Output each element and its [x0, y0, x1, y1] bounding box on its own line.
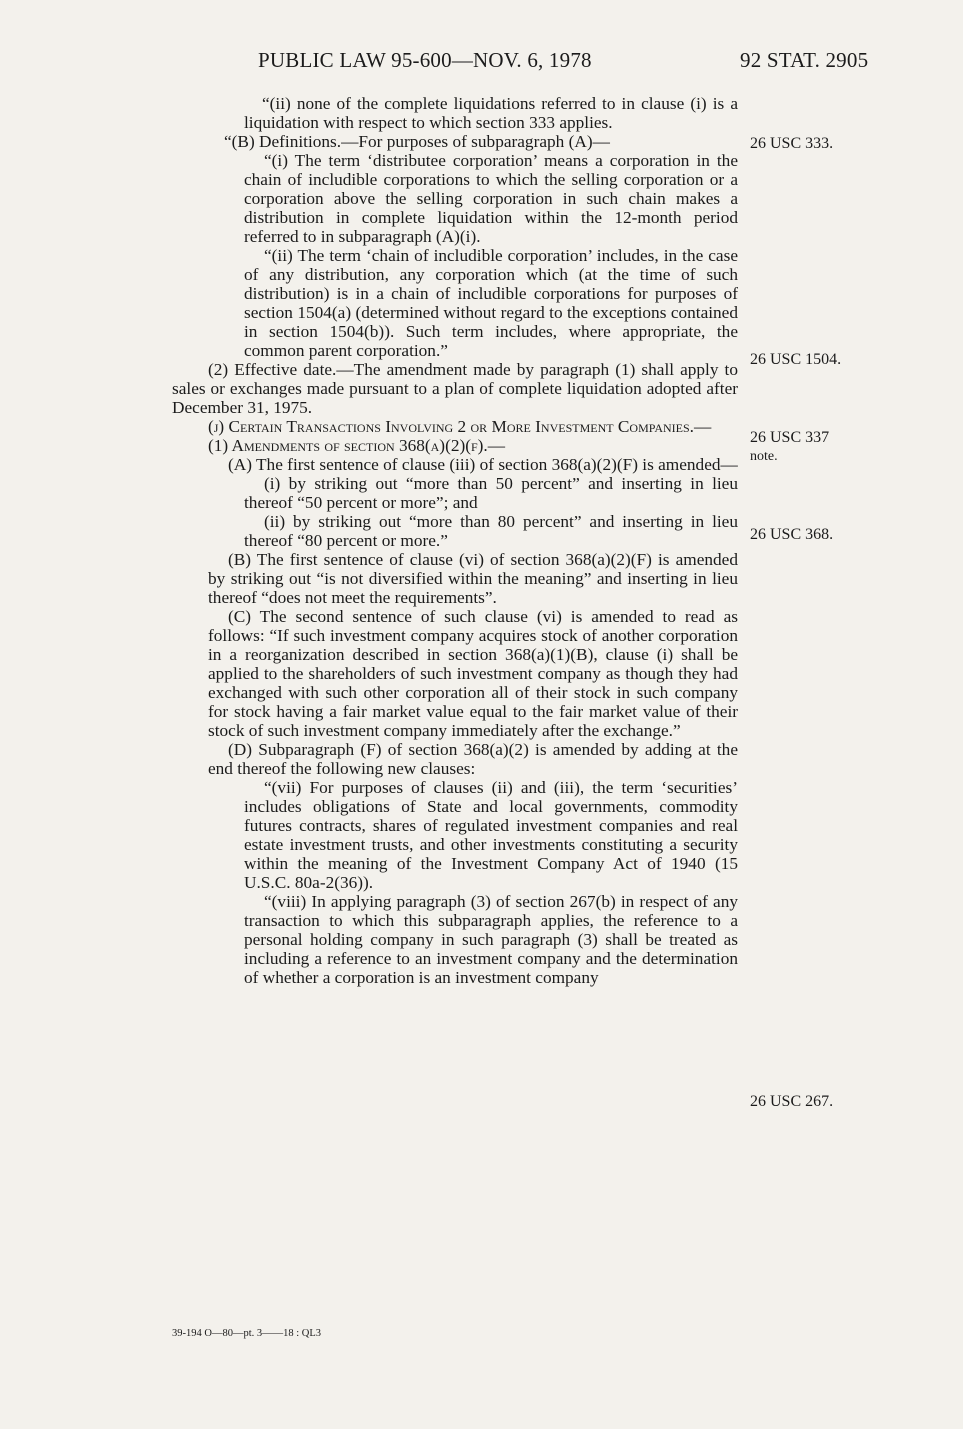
- paragraph-1-heading: (1) Amendments of section 368(a)(2)(f).—: [208, 436, 505, 455]
- item-i-50-percent: (i) by striking out “more than 50 percent” and inserting in lieu thereof “50 percent or more”; and: [244, 474, 738, 512]
- clause-ii-chain: “(ii) The term ‘chain of includible corporation’ includes, in the case of any distribution, any corporation which (at the time of such distribution) is in a chain of includible corporations for purposes of section 1504(a) (determined without regard to the exceptions contained in section 1504(b)). Such term includes, where appropriate, the common parent corporation.”: [244, 246, 738, 360]
- margin-note-usc-368: 26 USC 368.: [750, 526, 834, 543]
- document-body: [172, 94, 738, 987]
- running-header-page: 92 STAT. 2905: [740, 48, 869, 72]
- subsection-j-heading: (j) Certain Transactions Involving 2 or More Investment Companies.—: [208, 417, 712, 436]
- margin-note-usc-267: 26 USC 267.: [750, 1093, 834, 1110]
- clause-i-distributee: “(i) The term ‘distributee corporation’ means a corporation in the chain of includible corporations to which the selling corporation or a corporation above the selling corporation in such chain makes a distribution in complete liquidation within the 12-month period referred to in subparagraph (A)(i).: [244, 151, 738, 246]
- item-ii-80-percent: (ii) by striking out “more than 80 percent” and inserting in lieu thereof “80 percent or more.”: [244, 512, 738, 550]
- margin-note-usc-1504: 26 USC 1504.: [750, 351, 842, 368]
- subparagraph-d-new-clauses: (D) Subparagraph (F) of section 368(a)(2) is amended by adding at the end thereof the following new clauses:: [208, 740, 738, 778]
- clause-viii-section-267: “(viii) In applying paragraph (3) of section 267(b) in respect of any transaction to which this subparagraph applies, the reference to a personal holding company in such paragraph (3) shall be treated as including a reference to an investment company and the determination of whether a corporation is an investment company: [244, 892, 738, 987]
- margin-note-note: note.: [750, 449, 778, 464]
- margin-note-usc-333: 26 USC 333.: [750, 135, 834, 152]
- subparagraph-a: (A) The first sentence of clause (iii) of section 368(a)(2)(F) is amended—: [228, 455, 738, 474]
- running-header-title: PUBLIC LAW 95-600—NOV. 6, 1978: [258, 48, 592, 72]
- subparagraph-b-clause-vi: (B) The first sentence of clause (vi) of section 368(a)(2)(F) is amended by striking out “is not diversified within the meaning” and inserting in lieu thereof “does not meet the requirements”.: [208, 550, 738, 607]
- subparagraph-b-definitions: “(B) Definitions.—For purposes of subparagraph (A)—: [224, 132, 610, 151]
- subparagraph-c-second-sentence: (C) The second sentence of such clause (vi) is amended to read as follows: “If such investment company acquires stock of another corporation in a reorganization described in section 368(a)(1)(B), clause (i) shall be applied to the shareholders of such investment company as though they had exchanged with such other corporation all of their stock in such company for stock having a fair market value equal to the fair market value of their stock of such investment company immediately after the exchange.”: [208, 607, 738, 740]
- margin-note-usc-337: 26 USC 337: [750, 429, 830, 446]
- clause-vii-securities: “(vii) For purposes of clauses (ii) and (iii), the term ‘securities’ includes obligations of State and local governments, commodity futures contracts, shares of regulated investment companies and real estate investment trusts, and other investments constituting a security within the meaning of the Investment Company Act of 1940 (15 U.S.C. 80a-2(36)).: [244, 778, 738, 892]
- clause-ii-liquidation: “(ii) none of the complete liquidations referred to in clause (i) is a liquidation with respect to which section 333 applies.: [244, 94, 738, 132]
- footer-print-code: 39-194 O—80—pt. 3——18 : QL3: [172, 1328, 322, 1339]
- paragraph-2-effective-date: (2) Effective date.—The amendment made by paragraph (1) shall apply to sales or exchanges made pursuant to a plan of complete liquidation adopted after December 31, 1975.: [172, 360, 738, 417]
